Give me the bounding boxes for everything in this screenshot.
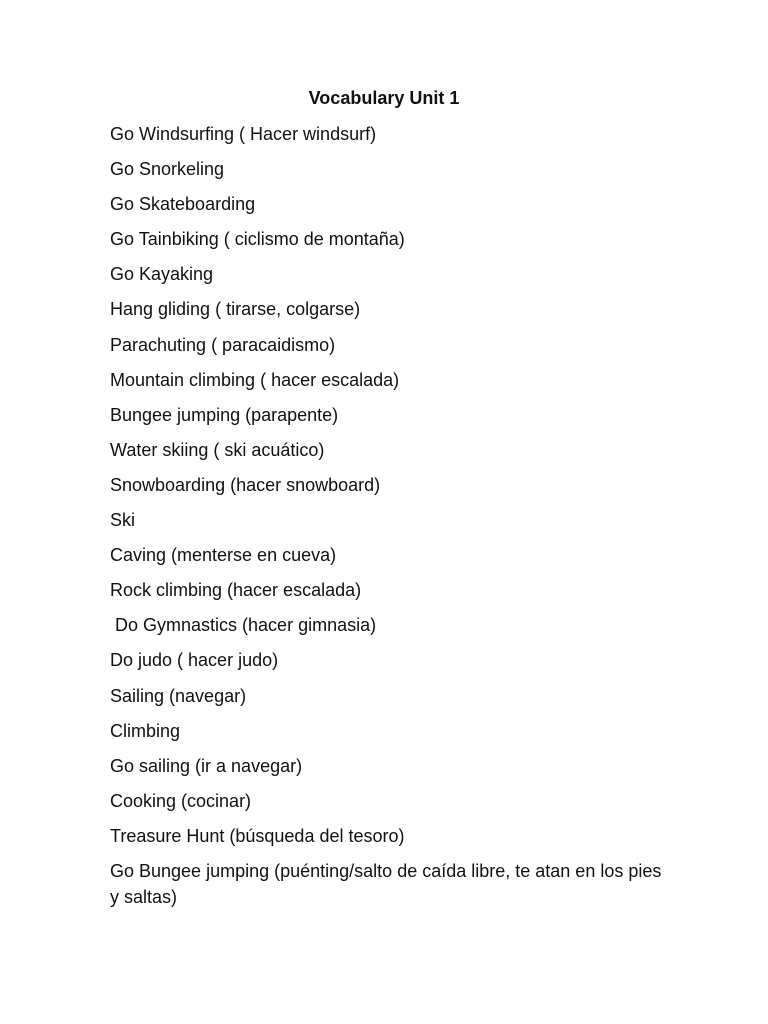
- vocabulary-list: [110, 121, 670, 919]
- vocabulary-item: Rock climbing (hacer escalada): [110, 580, 362, 601]
- vocabulary-item: Bungee jumping (parapente): [110, 404, 339, 425]
- vocabulary-item: Parachuting ( paracaidismo): [110, 334, 336, 355]
- vocabulary-item: Caving (menterse en cueva): [110, 545, 337, 566]
- document-title: Vocabulary Unit 1: [308, 88, 460, 108]
- vocabulary-item: Snowboarding (hacer snowboard): [110, 474, 381, 495]
- vocabulary-item: Go Bungee jumping (puénting/salto de caída libre, te atan en los pies y saltas): [110, 860, 662, 907]
- vocabulary-item: Go Kayaking: [110, 264, 214, 285]
- vocabulary-item: Do Gymnastics (hacer gimnasia): [110, 615, 377, 636]
- vocabulary-item: Do judo ( hacer judo): [110, 650, 279, 671]
- vocabulary-item: Ski: [110, 510, 136, 531]
- vocabulary-item: Water skiing ( ski acuático): [110, 439, 325, 460]
- vocabulary-item: Climbing: [110, 720, 181, 741]
- vocabulary-item: Go Snorkeling: [110, 159, 225, 180]
- vocabulary-item: Go Skateboarding: [110, 194, 256, 215]
- vocabulary-item: Go Windsurfing ( Hacer windsurf): [110, 124, 377, 144]
- vocabulary-item: Cooking (cocinar): [110, 790, 252, 811]
- vocabulary-item: Mountain climbing ( hacer escalada): [110, 369, 400, 390]
- vocabulary-item: Go sailing (ir a navegar): [110, 755, 303, 776]
- vocabulary-item: Go Tainbiking ( ciclismo de montaña): [110, 229, 405, 250]
- vocabulary-item: Sailing (navegar): [110, 685, 247, 706]
- vocabulary-item: Treasure Hunt (búsqueda del tesoro): [110, 825, 405, 846]
- vocabulary-item: Hang gliding ( tirarse, colgarse): [110, 299, 361, 320]
